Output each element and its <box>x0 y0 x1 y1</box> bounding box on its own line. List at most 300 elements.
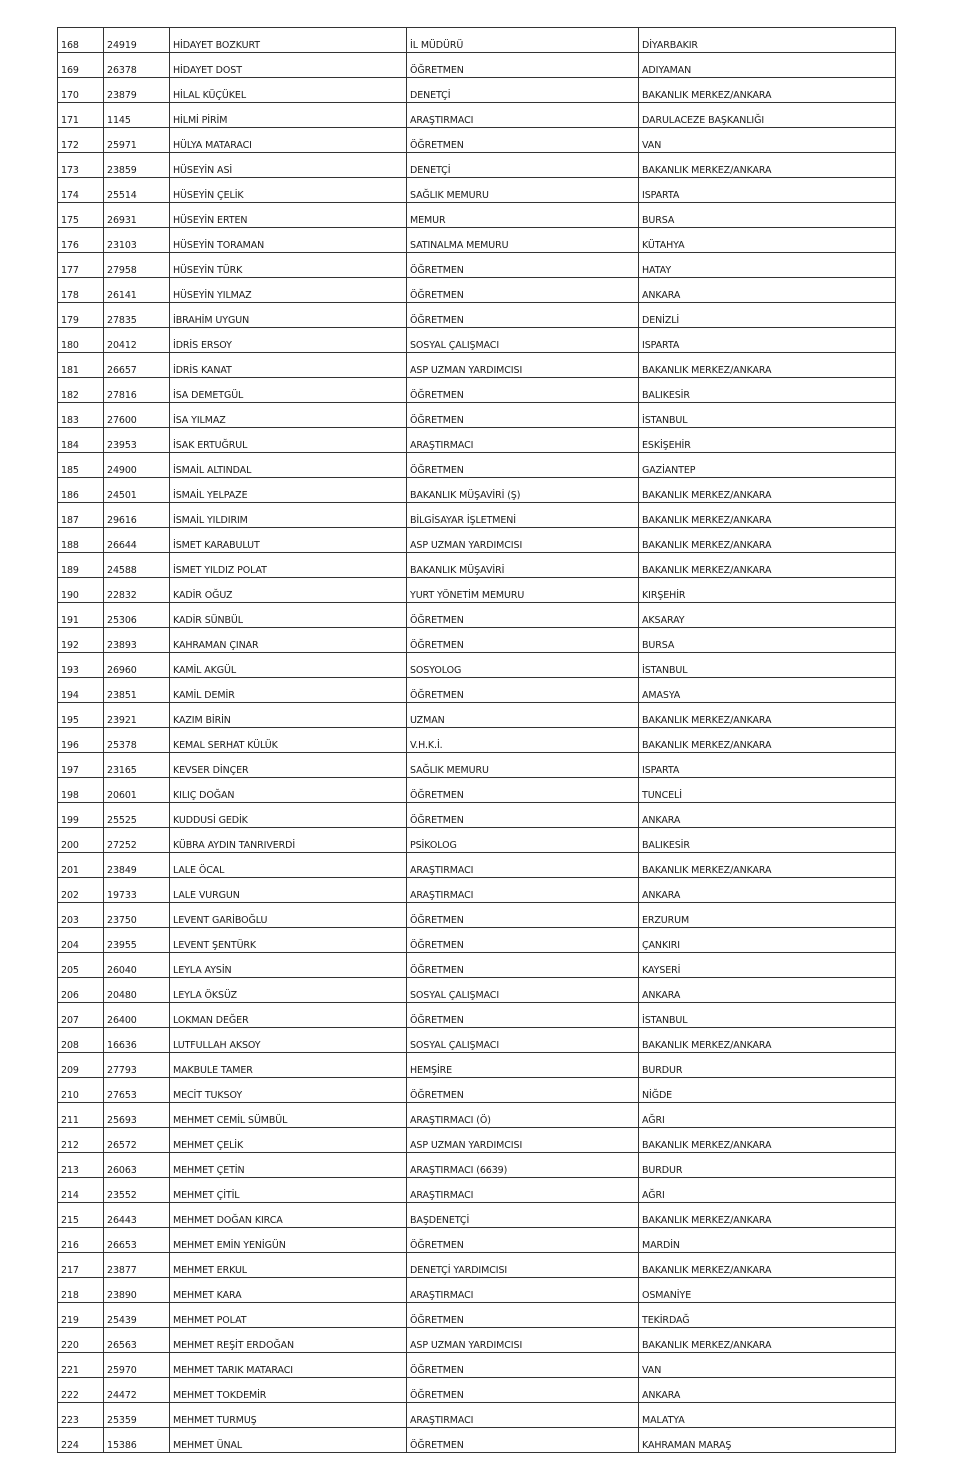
registry-number-cell: 26657 <box>104 353 170 378</box>
registry-number-cell: 26443 <box>104 1203 170 1228</box>
table-row <box>58 1053 896 1078</box>
location-cell: ISPARTA <box>639 178 896 203</box>
name-cell: MEHMET DOĞAN KIRCA <box>170 1203 407 1228</box>
name-cell: MEHMET REŞİT ERDOĞAN <box>170 1328 407 1353</box>
name-cell: MEHMET ÇETİN <box>170 1153 407 1178</box>
table-row <box>58 1228 896 1253</box>
row-number-cell: 200 <box>58 828 104 853</box>
table-row <box>58 353 896 378</box>
location-cell: BAKANLIK MERKEZ/ANKARA <box>639 1328 896 1353</box>
name-cell: HİLAL KÜÇÜKEL <box>170 78 407 103</box>
row-number-cell: 193 <box>58 653 104 678</box>
row-number-cell: 198 <box>58 778 104 803</box>
table-row <box>58 1003 896 1028</box>
name-cell: LOKMAN DEĞER <box>170 1003 407 1028</box>
job-title-cell: ÖĞRETMEN <box>407 1003 639 1028</box>
job-title-cell: ARAŞTIRMACI <box>407 1178 639 1203</box>
registry-number-cell: 20480 <box>104 978 170 1003</box>
job-title-cell: ÖĞRETMEN <box>407 603 639 628</box>
location-cell: ISPARTA <box>639 753 896 778</box>
name-cell: KAZIM BİRİN <box>170 703 407 728</box>
job-title-cell: ASP UZMAN YARDIMCISI <box>407 1328 639 1353</box>
registry-number-cell: 27793 <box>104 1053 170 1078</box>
job-title-cell: ÖĞRETMEN <box>407 678 639 703</box>
registry-number-cell: 26563 <box>104 1328 170 1353</box>
location-cell: AKSARAY <box>639 603 896 628</box>
registry-number-cell: 25693 <box>104 1103 170 1128</box>
name-cell: MEHMET EMİN YENİGÜN <box>170 1228 407 1253</box>
table-row <box>58 403 896 428</box>
registry-number-cell: 16636 <box>104 1028 170 1053</box>
registry-number-cell: 26378 <box>104 53 170 78</box>
registry-number-cell: 23859 <box>104 153 170 178</box>
row-number-cell: 217 <box>58 1253 104 1278</box>
table-row <box>58 878 896 903</box>
registry-number-cell: 23877 <box>104 1253 170 1278</box>
name-cell: KEVSER DİNÇER <box>170 753 407 778</box>
table-row <box>58 803 896 828</box>
location-cell: AĞRI <box>639 1178 896 1203</box>
name-cell: KUDDUSİ GEDİK <box>170 803 407 828</box>
registry-number-cell: 25525 <box>104 803 170 828</box>
location-cell: ESKİŞEHİR <box>639 428 896 453</box>
table-row <box>58 1153 896 1178</box>
table-row <box>58 753 896 778</box>
registry-number-cell: 23851 <box>104 678 170 703</box>
registry-number-cell: 25970 <box>104 1353 170 1378</box>
row-number-cell: 172 <box>58 128 104 153</box>
registry-number-cell: 15386 <box>104 1428 170 1453</box>
location-cell: BAKANLIK MERKEZ/ANKARA <box>639 728 896 753</box>
row-number-cell: 190 <box>58 578 104 603</box>
location-cell: DENİZLİ <box>639 303 896 328</box>
job-title-cell: ÖĞRETMEN <box>407 1353 639 1378</box>
name-cell: HÜSEYİN TORAMAN <box>170 228 407 253</box>
location-cell: MALATYA <box>639 1403 896 1428</box>
table-row <box>58 1028 896 1053</box>
location-cell: AMASYA <box>639 678 896 703</box>
name-cell: İSMET KARABULUT <box>170 528 407 553</box>
location-cell: İSTANBUL <box>639 653 896 678</box>
row-number-cell: 175 <box>58 203 104 228</box>
table-row <box>58 1128 896 1153</box>
name-cell: İDRİS KANAT <box>170 353 407 378</box>
table-row <box>58 253 896 278</box>
location-cell: AĞRI <box>639 1103 896 1128</box>
document-page <box>57 27 895 1453</box>
job-title-cell: SOSYOLOG <box>407 653 639 678</box>
row-number-cell: 207 <box>58 1003 104 1028</box>
row-number-cell: 192 <box>58 628 104 653</box>
row-number-cell: 184 <box>58 428 104 453</box>
job-title-cell: ASP UZMAN YARDIMCISI <box>407 353 639 378</box>
name-cell: MEHMET ÜNAL <box>170 1428 407 1453</box>
name-cell: LALE ÖCAL <box>170 853 407 878</box>
registry-number-cell: 20601 <box>104 778 170 803</box>
job-title-cell: DENETÇİ <box>407 153 639 178</box>
row-number-cell: 182 <box>58 378 104 403</box>
location-cell: BALIKESİR <box>639 828 896 853</box>
location-cell: ADIYAMAN <box>639 53 896 78</box>
registry-number-cell: 19733 <box>104 878 170 903</box>
job-title-cell: ÖĞRETMEN <box>407 303 639 328</box>
job-title-cell: MEMUR <box>407 203 639 228</box>
name-cell: HÜSEYİN ÇELİK <box>170 178 407 203</box>
row-number-cell: 199 <box>58 803 104 828</box>
job-title-cell: ARAŞTIRMACI <box>407 853 639 878</box>
location-cell: BURSA <box>639 628 896 653</box>
location-cell: TEKİRDAĞ <box>639 1303 896 1328</box>
name-cell: İSMAİL YELPAZE <box>170 478 407 503</box>
table-row <box>58 178 896 203</box>
job-title-cell: ÖĞRETMEN <box>407 803 639 828</box>
table-row <box>58 1178 896 1203</box>
row-number-cell: 213 <box>58 1153 104 1178</box>
table-row <box>58 328 896 353</box>
location-cell: BAKANLIK MERKEZ/ANKARA <box>639 353 896 378</box>
job-title-cell: ASP UZMAN YARDIMCISI <box>407 1128 639 1153</box>
table-row <box>58 828 896 853</box>
location-cell: BAKANLIK MERKEZ/ANKARA <box>639 703 896 728</box>
row-number-cell: 196 <box>58 728 104 753</box>
registry-number-cell: 23955 <box>104 928 170 953</box>
name-cell: LEVENT GARİBOĞLU <box>170 903 407 928</box>
registry-number-cell: 27653 <box>104 1078 170 1103</box>
job-title-cell: BAKANLIK MÜŞAVİRİ <box>407 553 639 578</box>
location-cell: ISPARTA <box>639 328 896 353</box>
row-number-cell: 223 <box>58 1403 104 1428</box>
registry-number-cell: 25359 <box>104 1403 170 1428</box>
row-number-cell: 185 <box>58 453 104 478</box>
row-number-cell: 216 <box>58 1228 104 1253</box>
job-title-cell: ÖĞRETMEN <box>407 903 639 928</box>
row-number-cell: 197 <box>58 753 104 778</box>
registry-number-cell: 25306 <box>104 603 170 628</box>
location-cell: BAKANLIK MERKEZ/ANKARA <box>639 1253 896 1278</box>
row-number-cell: 204 <box>58 928 104 953</box>
job-title-cell: ÖĞRETMEN <box>407 928 639 953</box>
table-row <box>58 778 896 803</box>
registry-number-cell: 25378 <box>104 728 170 753</box>
job-title-cell: ÖĞRETMEN <box>407 128 639 153</box>
location-cell: VAN <box>639 128 896 153</box>
name-cell: LEYLA ÖKSÜZ <box>170 978 407 1003</box>
location-cell: KAHRAMAN MARAŞ <box>639 1428 896 1453</box>
name-cell: KAMİL DEMİR <box>170 678 407 703</box>
table-row <box>58 103 896 128</box>
registry-number-cell: 25514 <box>104 178 170 203</box>
location-cell: BAKANLIK MERKEZ/ANKARA <box>639 853 896 878</box>
name-cell: LEYLA AYSİN <box>170 953 407 978</box>
table-row <box>58 653 896 678</box>
job-title-cell: SAĞLIK MEMURU <box>407 753 639 778</box>
table-row <box>58 903 896 928</box>
job-title-cell: SATINALMA MEMURU <box>407 228 639 253</box>
row-number-cell: 209 <box>58 1053 104 1078</box>
row-number-cell: 191 <box>58 603 104 628</box>
job-title-cell: ÖĞRETMEN <box>407 1228 639 1253</box>
job-title-cell: ARAŞTIRMACI <box>407 878 639 903</box>
row-number-cell: 188 <box>58 528 104 553</box>
personnel-table-body <box>58 28 896 1453</box>
location-cell: BAKANLIK MERKEZ/ANKARA <box>639 153 896 178</box>
registry-number-cell: 26400 <box>104 1003 170 1028</box>
registry-number-cell: 24501 <box>104 478 170 503</box>
location-cell: ANKARA <box>639 1378 896 1403</box>
location-cell: HATAY <box>639 253 896 278</box>
row-number-cell: 183 <box>58 403 104 428</box>
location-cell: ÇANKIRI <box>639 928 896 953</box>
job-title-cell: ÖĞRETMEN <box>407 53 639 78</box>
job-title-cell: ÖĞRETMEN <box>407 1078 639 1103</box>
job-title-cell: ÖĞRETMEN <box>407 953 639 978</box>
table-row <box>58 303 896 328</box>
location-cell: BAKANLIK MERKEZ/ANKARA <box>639 78 896 103</box>
name-cell: HÜSEYİN TÜRK <box>170 253 407 278</box>
registry-number-cell: 24588 <box>104 553 170 578</box>
name-cell: MEHMET TARIK MATARACI <box>170 1353 407 1378</box>
registry-number-cell: 26644 <box>104 528 170 553</box>
job-title-cell: SOSYAL ÇALIŞMACI <box>407 978 639 1003</box>
job-title-cell: V.H.K.İ. <box>407 728 639 753</box>
name-cell: İSA DEMETGÜL <box>170 378 407 403</box>
registry-number-cell: 26960 <box>104 653 170 678</box>
row-number-cell: 189 <box>58 553 104 578</box>
job-title-cell: ARAŞTIRMACI <box>407 1278 639 1303</box>
name-cell: HÜSEYİN YILMAZ <box>170 278 407 303</box>
name-cell: MEHMET TOKDEMİR <box>170 1378 407 1403</box>
table-row <box>58 378 896 403</box>
table-row <box>58 28 896 53</box>
row-number-cell: 208 <box>58 1028 104 1053</box>
registry-number-cell: 23893 <box>104 628 170 653</box>
location-cell: ANKARA <box>639 278 896 303</box>
row-number-cell: 215 <box>58 1203 104 1228</box>
name-cell: KADİR SÜNBÜL <box>170 603 407 628</box>
table-row <box>58 703 896 728</box>
registry-number-cell: 26653 <box>104 1228 170 1253</box>
registry-number-cell: 27835 <box>104 303 170 328</box>
registry-number-cell: 26572 <box>104 1128 170 1153</box>
row-number-cell: 169 <box>58 53 104 78</box>
name-cell: MEHMET POLAT <box>170 1303 407 1328</box>
registry-number-cell: 26141 <box>104 278 170 303</box>
job-title-cell: ÖĞRETMEN <box>407 253 639 278</box>
table-row <box>58 503 896 528</box>
job-title-cell: HEMŞİRE <box>407 1053 639 1078</box>
row-number-cell: 224 <box>58 1428 104 1453</box>
registry-number-cell: 27600 <box>104 403 170 428</box>
job-title-cell: SAĞLIK MEMURU <box>407 178 639 203</box>
row-number-cell: 170 <box>58 78 104 103</box>
name-cell: LUTFULLAH AKSOY <box>170 1028 407 1053</box>
job-title-cell: ASP UZMAN YARDIMCISI <box>407 528 639 553</box>
location-cell: TUNCELİ <box>639 778 896 803</box>
registry-number-cell: 27252 <box>104 828 170 853</box>
registry-number-cell: 1145 <box>104 103 170 128</box>
personnel-table <box>57 27 896 1453</box>
row-number-cell: 180 <box>58 328 104 353</box>
name-cell: İSMAİL ALTINDAL <box>170 453 407 478</box>
table-row <box>58 1328 896 1353</box>
name-cell: KILIÇ DOĞAN <box>170 778 407 803</box>
row-number-cell: 210 <box>58 1078 104 1103</box>
location-cell: BAKANLIK MERKEZ/ANKARA <box>639 1203 896 1228</box>
registry-number-cell: 26040 <box>104 953 170 978</box>
job-title-cell: YURT YÖNETİM MEMURU <box>407 578 639 603</box>
registry-number-cell: 24900 <box>104 453 170 478</box>
job-title-cell: SOSYAL ÇALIŞMACI <box>407 1028 639 1053</box>
location-cell: BURDUR <box>639 1053 896 1078</box>
name-cell: MEHMET ÇİTİL <box>170 1178 407 1203</box>
location-cell: BAKANLIK MERKEZ/ANKARA <box>639 553 896 578</box>
location-cell: KÜTAHYA <box>639 228 896 253</box>
registry-number-cell: 24472 <box>104 1378 170 1403</box>
location-cell: BURDUR <box>639 1153 896 1178</box>
table-row <box>58 1103 896 1128</box>
location-cell: DARULACEZE BAŞKANLIĞI <box>639 103 896 128</box>
name-cell: MEHMET KARA <box>170 1278 407 1303</box>
name-cell: LALE VURGUN <box>170 878 407 903</box>
row-number-cell: 194 <box>58 678 104 703</box>
row-number-cell: 195 <box>58 703 104 728</box>
table-row <box>58 728 896 753</box>
job-title-cell: UZMAN <box>407 703 639 728</box>
row-number-cell: 187 <box>58 503 104 528</box>
table-row <box>58 78 896 103</box>
registry-number-cell: 23953 <box>104 428 170 453</box>
registry-number-cell: 23103 <box>104 228 170 253</box>
job-title-cell: ARAŞTIRMACI (6639) <box>407 1153 639 1178</box>
name-cell: İBRAHİM UYGUN <box>170 303 407 328</box>
location-cell: OSMANİYE <box>639 1278 896 1303</box>
row-number-cell: 220 <box>58 1328 104 1353</box>
job-title-cell: ARAŞTIRMACI <box>407 1403 639 1428</box>
row-number-cell: 211 <box>58 1103 104 1128</box>
name-cell: KEMAL SERHAT KÜLÜK <box>170 728 407 753</box>
row-number-cell: 174 <box>58 178 104 203</box>
row-number-cell: 222 <box>58 1378 104 1403</box>
location-cell: BAKANLIK MERKEZ/ANKARA <box>639 478 896 503</box>
row-number-cell: 186 <box>58 478 104 503</box>
table-row <box>58 953 896 978</box>
job-title-cell: İL MÜDÜRÜ <box>407 28 639 53</box>
table-row <box>58 978 896 1003</box>
job-title-cell: ÖĞRETMEN <box>407 628 639 653</box>
name-cell: İSMET YILDIZ POLAT <box>170 553 407 578</box>
row-number-cell: 179 <box>58 303 104 328</box>
row-number-cell: 202 <box>58 878 104 903</box>
row-number-cell: 181 <box>58 353 104 378</box>
name-cell: LEVENT ŞENTÜRK <box>170 928 407 953</box>
row-number-cell: 178 <box>58 278 104 303</box>
table-row <box>58 628 896 653</box>
table-row <box>58 128 896 153</box>
name-cell: MEHMET CEMİL SÜMBÜL <box>170 1103 407 1128</box>
table-row <box>58 228 896 253</box>
location-cell: İSTANBUL <box>639 403 896 428</box>
registry-number-cell: 23921 <box>104 703 170 728</box>
name-cell: İSAK ERTUĞRUL <box>170 428 407 453</box>
table-row <box>58 578 896 603</box>
name-cell: HÜSEYİN ASİ <box>170 153 407 178</box>
row-number-cell: 219 <box>58 1303 104 1328</box>
job-title-cell: ÖĞRETMEN <box>407 1378 639 1403</box>
name-cell: İSA YILMAZ <box>170 403 407 428</box>
job-title-cell: SOSYAL ÇALIŞMACI <box>407 328 639 353</box>
name-cell: HÜLYA MATARACI <box>170 128 407 153</box>
location-cell: ERZURUM <box>639 903 896 928</box>
registry-number-cell: 23879 <box>104 78 170 103</box>
name-cell: KADİR OĞUZ <box>170 578 407 603</box>
job-title-cell: ÖĞRETMEN <box>407 378 639 403</box>
table-row <box>58 1303 896 1328</box>
location-cell: GAZİANTEP <box>639 453 896 478</box>
table-row <box>58 1253 896 1278</box>
location-cell: BALIKESİR <box>639 378 896 403</box>
job-title-cell: ÖĞRETMEN <box>407 778 639 803</box>
location-cell: KAYSERİ <box>639 953 896 978</box>
table-row <box>58 1378 896 1403</box>
row-number-cell: 203 <box>58 903 104 928</box>
location-cell: BAKANLIK MERKEZ/ANKARA <box>639 528 896 553</box>
job-title-cell: ÖĞRETMEN <box>407 278 639 303</box>
table-row <box>58 53 896 78</box>
job-title-cell: ARAŞTIRMACI (Ö) <box>407 1103 639 1128</box>
job-title-cell: ÖĞRETMEN <box>407 453 639 478</box>
table-row <box>58 853 896 878</box>
registry-number-cell: 23165 <box>104 753 170 778</box>
registry-number-cell: 25439 <box>104 1303 170 1328</box>
table-row <box>58 1278 896 1303</box>
name-cell: HİDAYET DOST <box>170 53 407 78</box>
location-cell: KIRŞEHİR <box>639 578 896 603</box>
location-cell: NİĞDE <box>639 1078 896 1103</box>
table-row <box>58 1203 896 1228</box>
name-cell: HÜSEYİN ERTEN <box>170 203 407 228</box>
table-row <box>58 1078 896 1103</box>
row-number-cell: 214 <box>58 1178 104 1203</box>
row-number-cell: 205 <box>58 953 104 978</box>
job-title-cell: ÖĞRETMEN <box>407 1303 639 1328</box>
registry-number-cell: 24919 <box>104 28 170 53</box>
registry-number-cell: 20412 <box>104 328 170 353</box>
location-cell: MARDİN <box>639 1228 896 1253</box>
registry-number-cell: 23849 <box>104 853 170 878</box>
job-title-cell: ARAŞTIRMACI <box>407 428 639 453</box>
job-title-cell: BAŞDENETÇİ <box>407 1203 639 1228</box>
location-cell: ANKARA <box>639 878 896 903</box>
location-cell: BAKANLIK MERKEZ/ANKARA <box>639 503 896 528</box>
table-row <box>58 428 896 453</box>
table-row <box>58 278 896 303</box>
job-title-cell: PSİKOLOG <box>407 828 639 853</box>
location-cell: İSTANBUL <box>639 1003 896 1028</box>
location-cell: DİYARBAKIR <box>639 28 896 53</box>
name-cell: İDRİS ERSOY <box>170 328 407 353</box>
registry-number-cell: 26931 <box>104 203 170 228</box>
row-number-cell: 171 <box>58 103 104 128</box>
table-row <box>58 203 896 228</box>
name-cell: KAMİL AKGÜL <box>170 653 407 678</box>
table-row <box>58 1353 896 1378</box>
name-cell: İSMAİL YILDIRIM <box>170 503 407 528</box>
name-cell: KAHRAMAN ÇINAR <box>170 628 407 653</box>
registry-number-cell: 27958 <box>104 253 170 278</box>
job-title-cell: BİLGİSAYAR İŞLETMENİ <box>407 503 639 528</box>
registry-number-cell: 22832 <box>104 578 170 603</box>
table-row <box>58 153 896 178</box>
